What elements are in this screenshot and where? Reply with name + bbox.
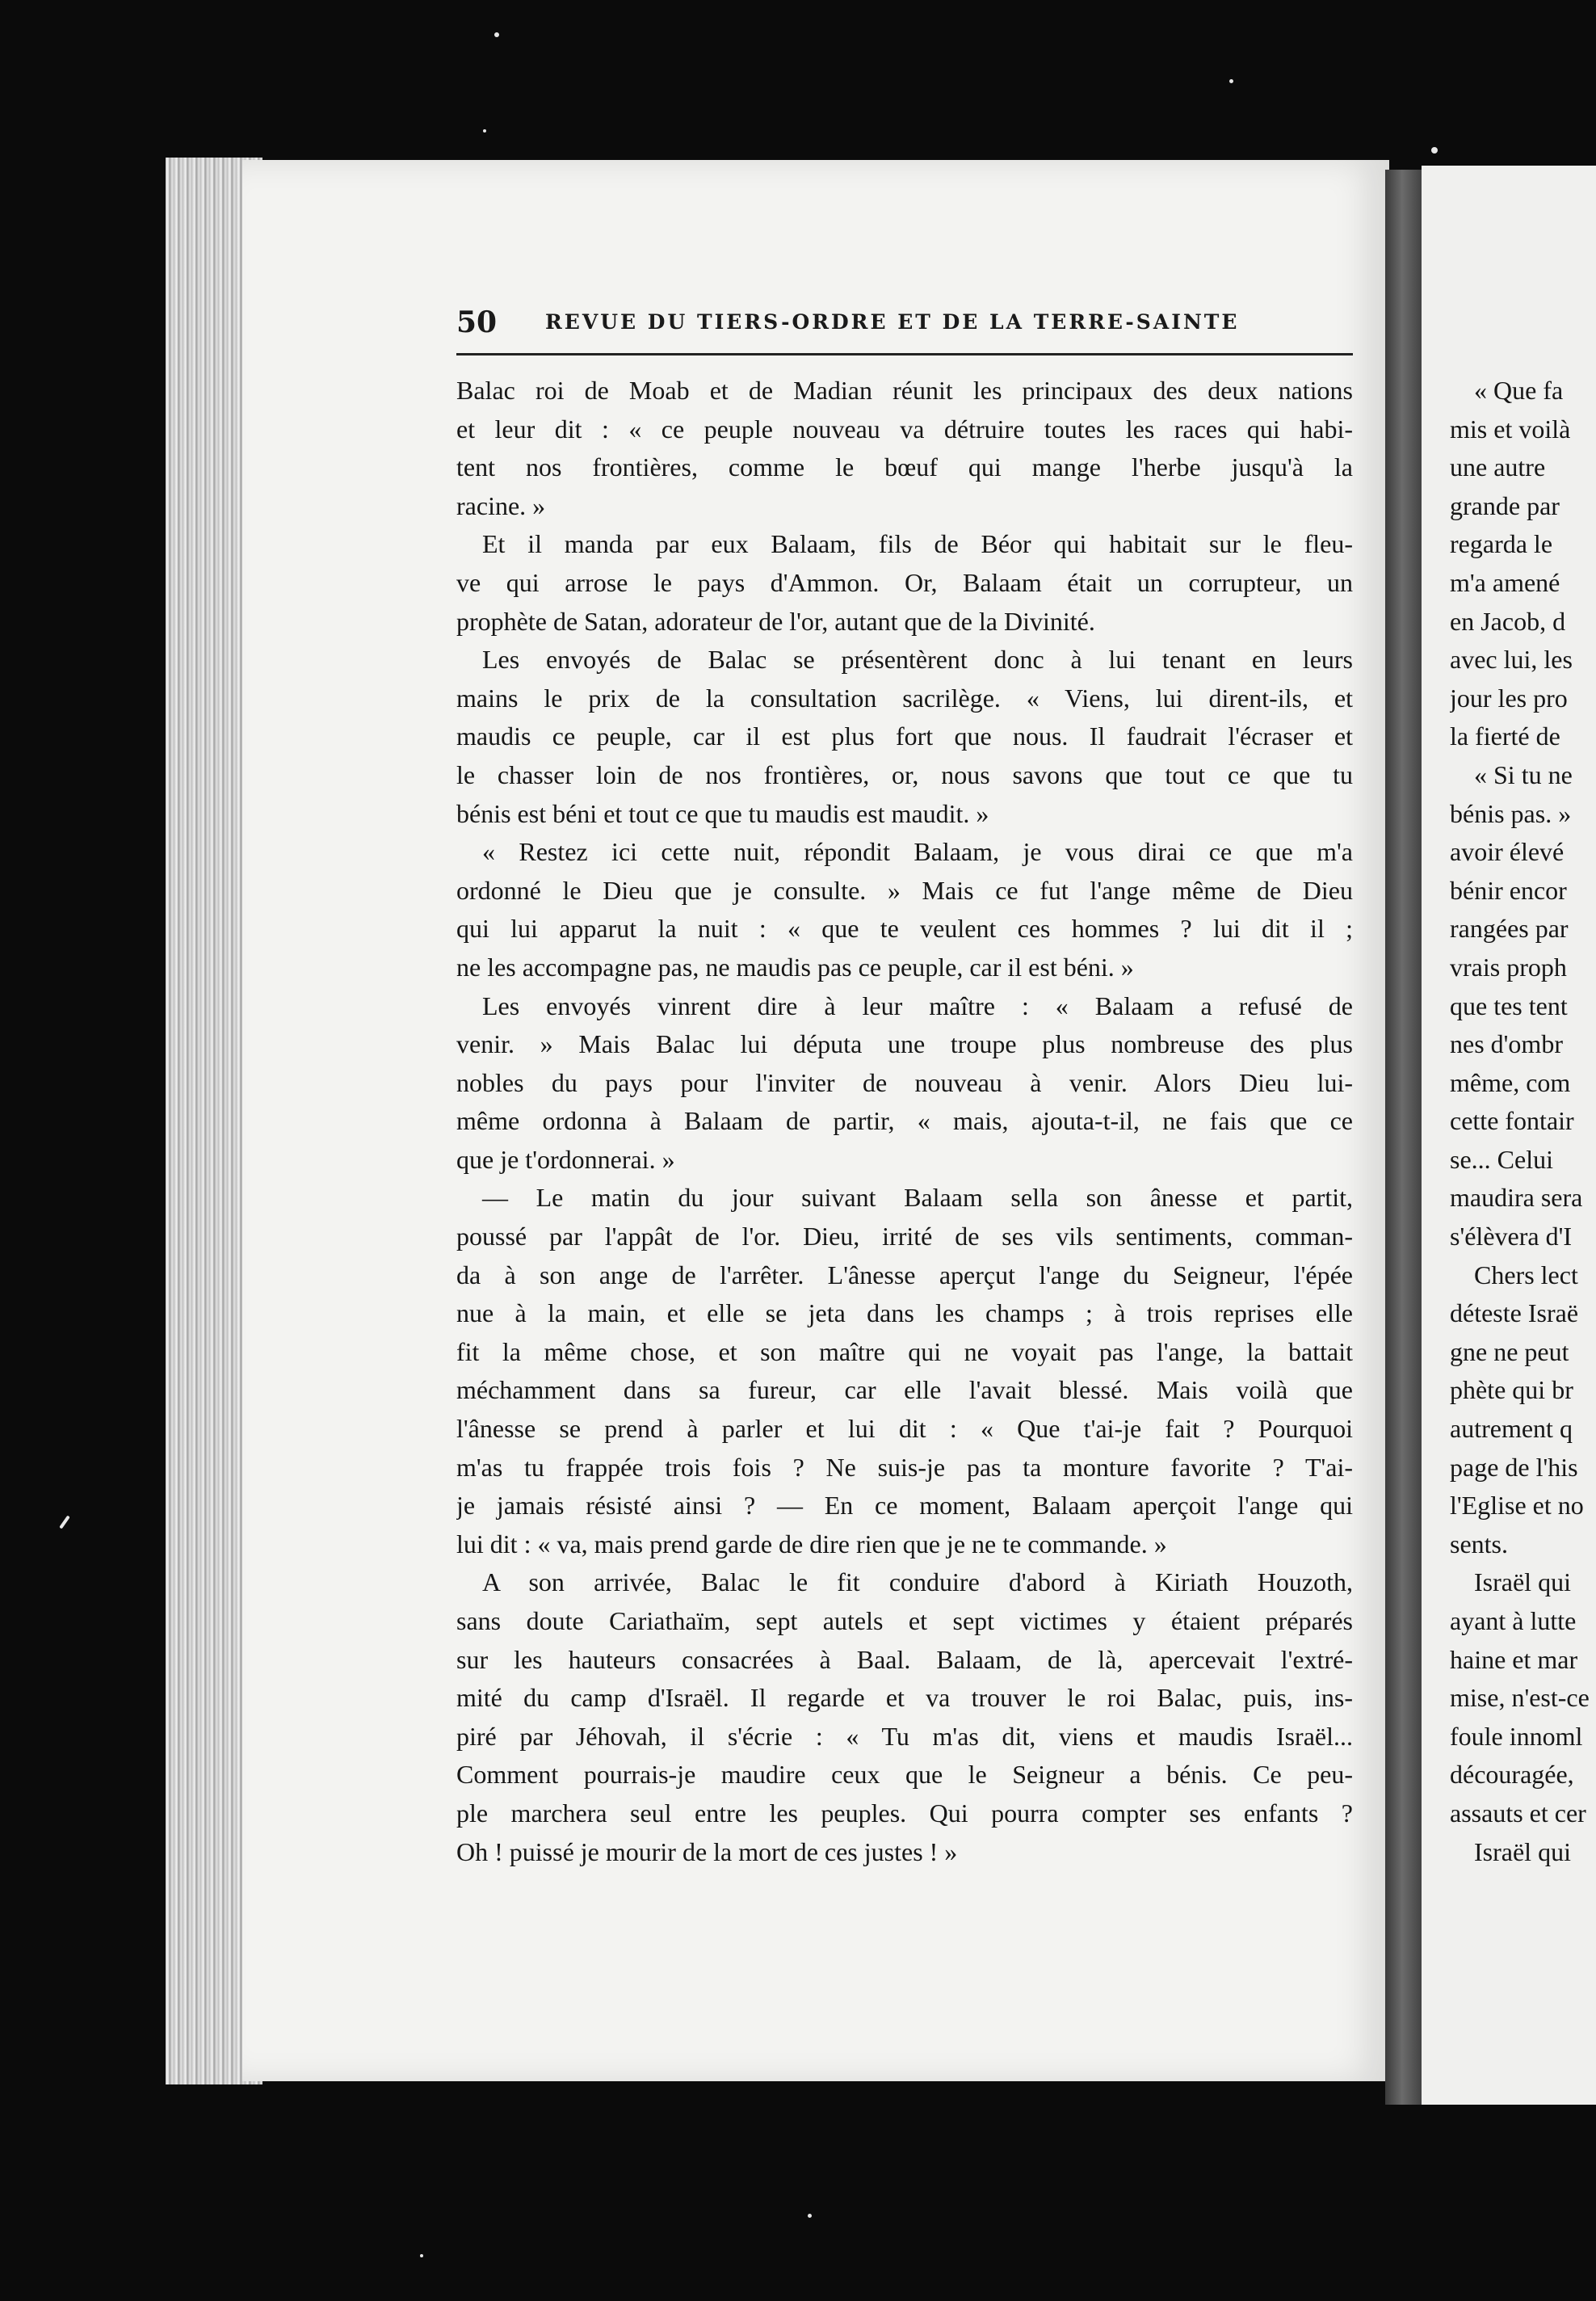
right-page-text: [1450, 372, 1596, 1871]
text-line: nobles du pays pour l'inviter de nouveau à venir. Alors Dieu lui-: [456, 1067, 1353, 1097]
text-line: Chers lect: [1474, 1260, 1578, 1289]
dust-speck: [59, 1515, 70, 1529]
text-line: que tes tent: [1450, 991, 1568, 1020]
text-line: « Si tu ne: [1474, 759, 1573, 789]
text-line: Et il manda par eux Balaam, fils de Béor qui habitait sur le fleu-: [482, 529, 1353, 559]
text-line: une autre: [1450, 452, 1546, 482]
text-line: Comment pourrais-je maudire ceux que le Seigneur a bénis. Ce peu-: [456, 1760, 1353, 1790]
header-rule: [456, 353, 1353, 355]
text-line: avoir élevé: [1450, 837, 1564, 867]
text-line: déteste Israë: [1450, 1298, 1579, 1328]
text-line: s'élèvera d'I: [1450, 1222, 1572, 1251]
text-line: sents.: [1450, 1529, 1508, 1559]
text-line: mis et voilà: [1450, 414, 1571, 444]
text-line: grande par: [1450, 490, 1560, 520]
text-line: mité du camp d'Israël. Il regarde et va trouver le roi Balac, puis, ins-: [456, 1683, 1353, 1713]
text-line: découragée,: [1450, 1760, 1574, 1790]
text-line: autrement q: [1450, 1414, 1573, 1444]
text-line: rangées par: [1450, 914, 1569, 944]
text-line: phète qui br: [1450, 1375, 1573, 1405]
text-line: sans doute Cariathaïm, sept autels et sept victimes y étaient préparés: [456, 1606, 1353, 1635]
text-line: lui dit : « va, mais prend garde de dire rien que je ne te commande. »: [456, 1529, 1167, 1559]
text-line: je jamais résisté ainsi ? — En ce moment, Balaam aperçoit l'ange qui: [456, 1491, 1353, 1521]
text-line: prophète de Satan, adorateur de l'or, autant que de la Divinité.: [456, 606, 1095, 636]
text-line: page de l'his: [1450, 1452, 1578, 1482]
text-line: l'ânesse se prend à parler et lui dit : « Que t'ai-je fait ? Pourquoi: [456, 1414, 1353, 1444]
dust-speck: [494, 32, 499, 37]
dust-speck: [808, 2214, 812, 2218]
text-line: qui lui apparut la nuit : « que te veulent ces hommes ? lui dit il ;: [456, 914, 1353, 944]
text-line: m'as tu frappée trois fois ? Ne suis-je pas ta monture favorite ? T'ai-: [456, 1452, 1353, 1482]
text-line: cette fontair: [1450, 1106, 1574, 1136]
text-line: Oh ! puissé je mourir de la mort de ces justes ! »: [456, 1836, 958, 1866]
text-line: assauts et cer: [1450, 1798, 1586, 1828]
text-line: l'Eglise et no: [1450, 1491, 1584, 1521]
text-line: piré par Jéhovah, il s'écrie : « Tu m'as dit, viens et maudis Israël...: [456, 1721, 1353, 1751]
text-line: se... Celui: [1450, 1144, 1553, 1174]
text-line: racine. »: [456, 490, 546, 520]
text-line: haine et mar: [1450, 1644, 1578, 1674]
text-line: « Que fa: [1474, 376, 1564, 405]
text-line: regarda le: [1450, 529, 1553, 559]
text-line: ne les accompagne pas, ne maudis pas ce peuple, car il est béni. »: [456, 952, 1134, 982]
text-line: A son arrivée, Balac le fit conduire d'abord à Kiriath Houzoth,: [482, 1567, 1353, 1597]
text-line: Balac roi de Moab et de Madian réunit les principaux des deux nations: [456, 376, 1353, 405]
text-line: mains le prix de la consultation sacrilège. « Viens, lui dirent-ils, et: [456, 683, 1353, 713]
text-line: tent nos frontières, comme le bœuf qui mange l'herbe jusqu'à la: [456, 452, 1353, 482]
dust-speck: [1229, 79, 1233, 83]
text-line: même, com: [1450, 1067, 1571, 1097]
text-line: Les envoyés de Balac se présentèrent donc à lui tenant en leurs: [482, 645, 1353, 675]
running-title: REVUE DU TIERS-ORDRE ET DE LA TERRE-SAINTE: [545, 310, 1240, 334]
text-line: foule innoml: [1450, 1721, 1583, 1751]
text-line: en Jacob, d: [1450, 606, 1566, 636]
text-line: la fierté de: [1450, 721, 1560, 751]
text-line: ordonné le Dieu que je consulte. » Mais ce fut l'ange même de Dieu: [456, 875, 1353, 905]
dust-speck: [420, 2254, 423, 2257]
text-line: poussé par l'appât de l'or. Dieu, irrité de ses vils sentiments, comman-: [456, 1222, 1353, 1251]
text-line: méchamment dans sa fureur, car elle l'avait blessé. Mais voilà que: [456, 1375, 1353, 1405]
text-line: m'a amené: [1450, 567, 1560, 597]
text-line: da à son ange de l'arrêter. L'ânesse aperçut l'ange du Seigneur, l'épée: [456, 1260, 1353, 1289]
text-line: ayant à lutte: [1450, 1606, 1577, 1635]
text-line: venir. » Mais Balac lui députa une troupe plus nombreuse des plus: [456, 1029, 1353, 1059]
text-line: bénis est béni et tout ce que tu maudis est maudit. »: [456, 798, 989, 828]
text-line: bénis pas. »: [1450, 798, 1572, 828]
text-line: ple marchera seul entre les peuples. Qui pourra compter ses enfants ?: [456, 1798, 1353, 1828]
page-number: 50: [456, 305, 498, 339]
text-line: maudis ce peuple, car il est plus fort que nous. Il faudrait l'écraser et: [456, 721, 1353, 751]
dust-speck: [483, 129, 486, 133]
text-line: jour les pro: [1450, 683, 1568, 713]
text-line: maudira sera: [1450, 1183, 1583, 1213]
text-line: avec lui, les: [1450, 645, 1573, 675]
text-line: et leur dit : « ce peuple nouveau va détruire toutes les races qui habi-: [456, 414, 1353, 444]
text-line: Israël qui: [1474, 1567, 1571, 1597]
text-line: nes d'ombr: [1450, 1029, 1563, 1059]
text-line: Israël qui: [1474, 1836, 1571, 1866]
text-line: nue à la main, et elle se jeta dans les champs ; à trois reprises elle: [456, 1298, 1353, 1328]
left-page-text: [456, 372, 1353, 1871]
dust-speck: [1431, 147, 1438, 154]
text-line: gne ne peut: [1450, 1336, 1569, 1366]
text-line: mise, n'est-ce: [1450, 1683, 1590, 1713]
running-head: [456, 305, 1353, 341]
text-line: sur les hauteurs consacrées à Baal. Balaam, de là, apercevait l'extré-: [456, 1644, 1353, 1674]
text-line: même ordonna à Balaam de partir, « mais, ajouta-t-il, ne fais que ce: [456, 1106, 1353, 1136]
text-line: — Le matin du jour suivant Balaam sella son ânesse et partit,: [482, 1183, 1353, 1213]
text-line: Les envoyés vinrent dire à leur maître : « Balaam a refusé de: [482, 991, 1353, 1020]
text-line: que je t'ordonnerai. »: [456, 1144, 675, 1174]
text-line: le chasser loin de nos frontières, or, nous savons que tout ce que tu: [456, 759, 1353, 789]
text-line: ve qui arrose le pays d'Ammon. Or, Balaam était un corrupteur, un: [456, 567, 1353, 597]
text-line: vrais proph: [1450, 952, 1567, 982]
text-line: fit la même chose, et son maître qui ne voyait pas l'ange, la battait: [456, 1336, 1353, 1366]
text-line: « Restez ici cette nuit, répondit Balaam, je vous dirai ce que m'a: [482, 837, 1353, 867]
text-line: bénir encor: [1450, 875, 1567, 905]
